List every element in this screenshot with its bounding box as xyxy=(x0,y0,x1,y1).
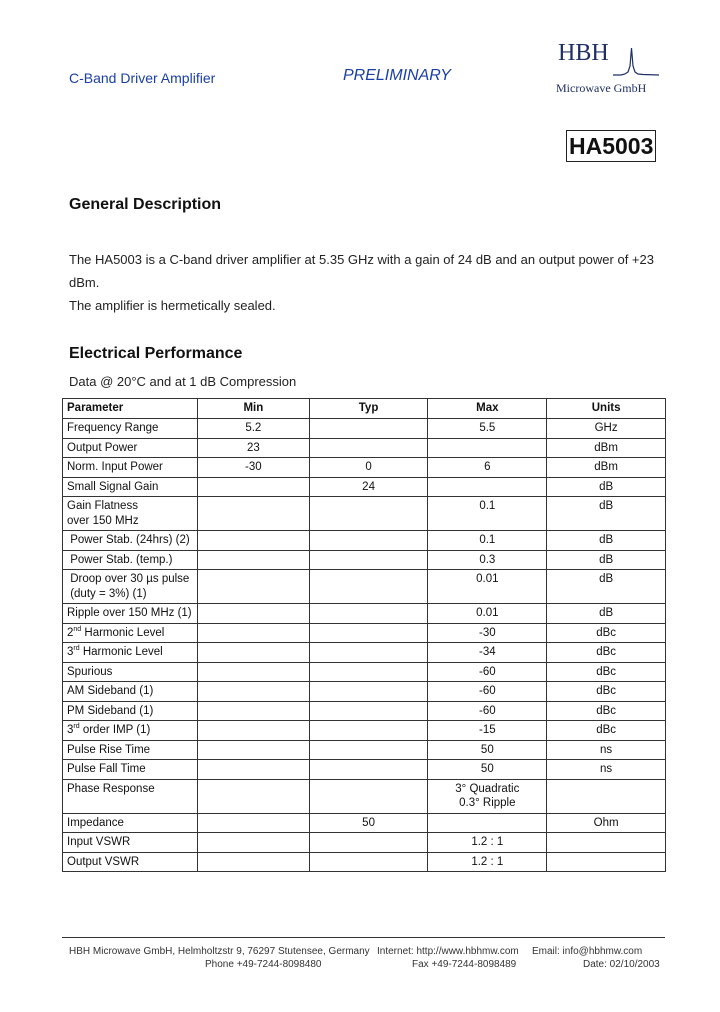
param-cell xyxy=(63,852,198,872)
max-value: 6 xyxy=(484,461,491,473)
param-ordinal: 3 xyxy=(67,724,74,736)
units-value: dB xyxy=(599,553,614,566)
param-text xyxy=(67,606,193,621)
units-cell xyxy=(547,813,666,833)
param-label: Harmonic Level xyxy=(81,626,165,639)
param-label: Output VSWR xyxy=(67,855,140,868)
max-value: 50 xyxy=(480,763,494,775)
table-row xyxy=(63,497,666,531)
measurement-condition: Data @ 20°C and at 1 dB Compression xyxy=(69,374,297,389)
header-min: Min xyxy=(197,399,309,419)
typ-cell xyxy=(309,740,428,760)
spec-table-header xyxy=(63,399,666,419)
max-value: 50 xyxy=(480,743,494,756)
typ-cell xyxy=(309,852,428,872)
min-cell xyxy=(197,701,309,721)
min-cell xyxy=(197,852,309,872)
max-value: 3° Quadratic xyxy=(455,782,520,795)
units-cell xyxy=(547,570,666,604)
units-cell xyxy=(547,721,666,741)
param-label: Impedance xyxy=(67,816,124,829)
table-row xyxy=(63,721,666,741)
units-value: dBc xyxy=(596,704,617,717)
min-cell xyxy=(197,570,309,604)
units-value: dBc xyxy=(596,665,617,678)
units-cell xyxy=(547,833,666,853)
units-cell xyxy=(547,531,666,551)
param-cell xyxy=(63,477,198,497)
max-value: 1.2 : 1 xyxy=(471,855,504,868)
typ-cell xyxy=(309,623,428,643)
typ-cell xyxy=(309,760,428,780)
units-value: ns xyxy=(600,763,613,775)
typ-value: 0 xyxy=(365,461,372,473)
param-cell xyxy=(63,662,198,682)
min-cell xyxy=(197,497,309,531)
logo-wordmark: HBH xyxy=(558,40,609,66)
table-row xyxy=(63,740,666,760)
table-row xyxy=(63,643,666,663)
min-cell xyxy=(197,623,309,643)
param-label: Frequency Range xyxy=(67,422,159,434)
param-cell xyxy=(63,570,198,604)
part-number: HA5003 xyxy=(566,130,656,162)
param-cell xyxy=(63,701,198,721)
param-text xyxy=(67,533,193,548)
param-text xyxy=(67,572,193,587)
param-label: Power Stab. (24hrs) (2) xyxy=(67,534,190,546)
units-cell xyxy=(547,662,666,682)
param-cell xyxy=(63,779,198,813)
electrical-performance-heading: Electrical Performance xyxy=(69,345,243,362)
units-cell xyxy=(547,623,666,643)
min-cell xyxy=(197,531,309,551)
units-cell xyxy=(547,852,666,872)
param-ordinal-suffix: nd xyxy=(73,625,82,633)
typ-value: 24 xyxy=(362,480,375,493)
typ-cell xyxy=(309,458,428,478)
max-value: -60 xyxy=(479,685,496,697)
min-cell xyxy=(197,813,309,833)
general-description-heading: General Description xyxy=(69,196,222,213)
table-row xyxy=(63,419,666,439)
max-cell xyxy=(428,419,547,439)
param-text xyxy=(67,762,193,777)
units-cell xyxy=(547,550,666,570)
table-row xyxy=(63,550,666,570)
table-row xyxy=(63,833,666,853)
max-value: -60 xyxy=(479,704,496,717)
typ-cell xyxy=(309,721,428,741)
param-cell xyxy=(63,721,198,741)
table-row xyxy=(63,852,666,872)
description-paragraph: The HA5003 is a C-band driver amplifier at 5.35 GHz with a gain of 24 dB and an output power of +23 dBm. xyxy=(69,252,654,290)
typ-cell xyxy=(309,477,428,497)
param-cell xyxy=(63,833,198,853)
typ-cell xyxy=(309,570,428,604)
units-cell xyxy=(547,419,666,439)
max-cell xyxy=(428,531,547,551)
param-ordinal: 2 xyxy=(67,626,74,639)
max-cell xyxy=(428,813,547,833)
typ-cell xyxy=(309,833,428,853)
min-cell xyxy=(197,458,309,478)
units-value: dBc xyxy=(596,646,617,658)
units-cell xyxy=(547,760,666,780)
table-row xyxy=(63,604,666,624)
min-cell xyxy=(197,477,309,497)
param-label: Input VSWR xyxy=(67,836,131,848)
max-cell xyxy=(428,721,547,741)
param-cell xyxy=(63,760,198,780)
param-text xyxy=(67,684,193,699)
max-cell xyxy=(428,604,547,624)
param-label: Power Stab. (temp.) xyxy=(67,553,173,566)
units-cell xyxy=(547,604,666,624)
min-cell xyxy=(197,438,309,458)
table-row xyxy=(63,458,666,478)
min-cell xyxy=(197,740,309,760)
typ-cell xyxy=(309,682,428,702)
units-value: dBc xyxy=(596,626,617,639)
min-cell xyxy=(197,682,309,702)
max-cell xyxy=(428,760,547,780)
min-cell xyxy=(197,833,309,853)
table-row xyxy=(63,662,666,682)
param-text xyxy=(67,460,193,475)
footer-phone: Phone +49-7244-8098480 xyxy=(205,959,322,970)
param-label: Ripple over 150 MHz (1) xyxy=(67,607,192,619)
param-label: Phase Response xyxy=(67,782,155,795)
max-cell xyxy=(428,833,547,853)
header-max: Max xyxy=(428,399,547,419)
table-row xyxy=(63,477,666,497)
param-text xyxy=(67,441,193,456)
max-value: 5.5 xyxy=(479,422,496,434)
max-value: -15 xyxy=(479,724,496,736)
param-text xyxy=(67,835,193,850)
max-cell xyxy=(428,701,547,721)
units-cell xyxy=(547,643,666,663)
typ-cell xyxy=(309,531,428,551)
status-label: PRELIMINARY xyxy=(343,67,451,84)
footer-email: Email: info@hbhmw.com xyxy=(532,946,643,957)
param-cell xyxy=(63,604,198,624)
table-row xyxy=(63,623,666,643)
param-text xyxy=(67,782,193,797)
min-cell xyxy=(197,779,309,813)
max-value: 1.2 : 1 xyxy=(471,836,504,848)
typ-cell xyxy=(309,813,428,833)
min-cell xyxy=(197,721,309,741)
max-cell xyxy=(428,852,547,872)
param-text xyxy=(67,553,193,568)
typ-cell xyxy=(309,419,428,439)
param-text xyxy=(67,723,193,738)
param-label: PM Sideband (1) xyxy=(67,704,154,717)
max-cell xyxy=(428,623,547,643)
units-value: dBc xyxy=(596,724,617,736)
spec-table xyxy=(62,398,666,872)
header-units: Units xyxy=(547,399,666,419)
param-text xyxy=(67,480,193,495)
units-cell xyxy=(547,458,666,478)
min-cell xyxy=(197,550,309,570)
min-value: 5.2 xyxy=(245,422,262,434)
table-row xyxy=(63,682,666,702)
table-row xyxy=(63,438,666,458)
param-cell xyxy=(63,643,198,663)
units-value: dBm xyxy=(594,441,618,454)
header-parameter: Parameter xyxy=(63,399,198,419)
max-cell xyxy=(428,550,547,570)
units-value: dB xyxy=(599,607,614,619)
param-text xyxy=(67,499,193,514)
param-label-line2: (duty = 3%) (1) xyxy=(67,587,147,600)
units-value: dB xyxy=(599,534,614,546)
units-value: dBm xyxy=(594,461,618,473)
param-cell xyxy=(63,682,198,702)
units-cell xyxy=(547,779,666,813)
param-cell xyxy=(63,813,198,833)
units-value: dBc xyxy=(596,685,617,697)
param-label: Pulse Rise Time xyxy=(67,743,151,756)
logo-subtitle: Microwave GmbH xyxy=(556,81,647,95)
param-label: Gain Flatness xyxy=(67,500,138,512)
max-cell xyxy=(428,570,547,604)
param-cell xyxy=(63,438,198,458)
param-label: order IMP (1) xyxy=(79,724,151,736)
footer-internet: Internet: http://www.hbhmw.com xyxy=(377,946,519,957)
product-type: C-Band Driver Amplifier xyxy=(69,70,216,86)
footer-address: HBH Microwave GmbH, Helmholtzstr 9, 76297 Stutensee, Germany xyxy=(69,946,370,957)
typ-value: 50 xyxy=(362,816,375,829)
param-label: Harmonic Level xyxy=(79,646,163,658)
max-value: -34 xyxy=(479,646,496,658)
units-cell xyxy=(547,682,666,702)
max-cell xyxy=(428,477,547,497)
param-cell xyxy=(63,623,198,643)
max-cell xyxy=(428,643,547,663)
param-cell xyxy=(63,740,198,760)
param-cell xyxy=(63,419,198,439)
max-cell xyxy=(428,497,547,531)
header-typ: Typ xyxy=(309,399,428,419)
param-ordinal: 3 xyxy=(67,646,74,658)
max-cell xyxy=(428,458,547,478)
param-label: Spurious xyxy=(67,665,113,678)
min-value: -30 xyxy=(245,461,262,473)
general-description-text xyxy=(69,248,669,317)
max-value: -30 xyxy=(479,626,496,639)
min-cell xyxy=(197,662,309,682)
param-cell xyxy=(63,550,198,570)
footer-date: Date: 02/10/2003 xyxy=(583,959,660,970)
table-row xyxy=(63,531,666,551)
units-value: Ohm xyxy=(593,816,619,829)
company-logo xyxy=(555,36,665,100)
param-label: Output Power xyxy=(67,441,138,454)
footer-divider xyxy=(62,937,665,938)
max-value-line2: 0.3° Ripple xyxy=(459,797,516,809)
max-value: 0.1 xyxy=(479,500,496,512)
units-value: dB xyxy=(599,480,614,493)
typ-cell xyxy=(309,701,428,721)
units-cell xyxy=(547,701,666,721)
typ-cell xyxy=(309,662,428,682)
min-cell xyxy=(197,760,309,780)
param-text xyxy=(67,816,193,831)
units-value: dB xyxy=(599,573,614,585)
typ-cell xyxy=(309,643,428,663)
footer-fax: Fax +49-7244-8098489 xyxy=(412,959,517,970)
min-cell xyxy=(197,604,309,624)
param-text xyxy=(67,626,193,641)
table-row xyxy=(63,701,666,721)
param-cell xyxy=(63,458,198,478)
max-value: -60 xyxy=(479,665,496,678)
table-row xyxy=(63,570,666,604)
param-ordinal-suffix: rd xyxy=(73,645,80,653)
param-label-line2: over 150 MHz xyxy=(67,514,139,527)
max-cell xyxy=(428,740,547,760)
typ-cell xyxy=(309,779,428,813)
max-value: 0.1 xyxy=(479,534,496,546)
max-cell xyxy=(428,438,547,458)
description-paragraph-2: The amplifier is hermetically sealed. xyxy=(69,298,276,313)
table-row xyxy=(63,779,666,813)
table-row xyxy=(63,760,666,780)
min-value: 23 xyxy=(246,441,260,454)
units-cell xyxy=(547,438,666,458)
max-value: 0.01 xyxy=(476,573,499,585)
units-cell xyxy=(547,477,666,497)
param-cell xyxy=(63,531,198,551)
max-value: 0.3 xyxy=(479,553,496,566)
typ-cell xyxy=(309,550,428,570)
param-ordinal-suffix: rd xyxy=(73,723,80,731)
typ-cell xyxy=(309,604,428,624)
param-label: AM Sideband (1) xyxy=(67,685,154,697)
units-cell xyxy=(547,740,666,760)
min-cell xyxy=(197,643,309,663)
max-cell xyxy=(428,682,547,702)
param-text xyxy=(67,665,193,680)
table-row xyxy=(63,813,666,833)
param-cell xyxy=(63,497,198,531)
param-text xyxy=(67,855,193,870)
param-text xyxy=(67,421,193,436)
max-cell xyxy=(428,662,547,682)
param-label: Droop over 30 µs pulse xyxy=(67,573,190,585)
units-cell xyxy=(547,497,666,531)
typ-cell xyxy=(309,497,428,531)
max-value: 0.01 xyxy=(476,607,499,619)
param-text xyxy=(67,704,193,719)
max-cell xyxy=(428,779,547,813)
param-label: Pulse Fall Time xyxy=(67,763,146,775)
units-value: GHz xyxy=(594,422,618,434)
min-cell xyxy=(197,419,309,439)
param-text xyxy=(67,645,193,660)
param-text xyxy=(67,743,193,758)
param-label: Small Signal Gain xyxy=(67,480,159,493)
units-value: ns xyxy=(600,743,613,756)
units-value: dB xyxy=(599,500,614,512)
param-label: Norm. Input Power xyxy=(67,461,163,473)
typ-cell xyxy=(309,438,428,458)
